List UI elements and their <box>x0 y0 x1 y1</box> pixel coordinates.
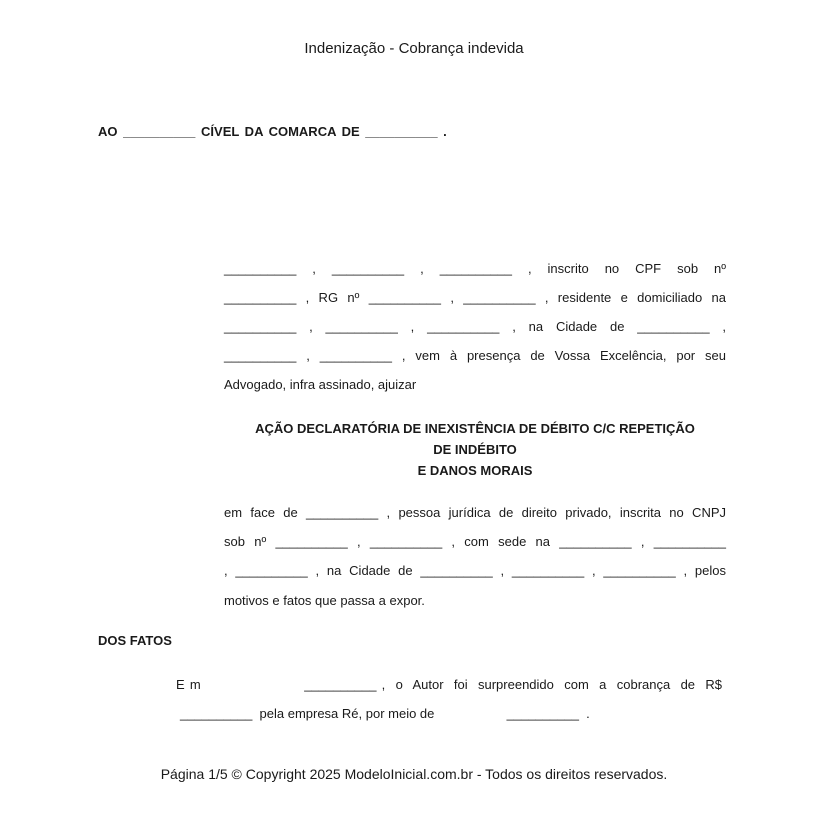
qualification-line-1: __________ , __________ , __________ , inscrito no CPF sob nº <box>224 261 726 276</box>
defendant-line-1: em face de __________ , pessoa jurídica de direito privado, inscrita no CNPJ <box>224 505 726 520</box>
section-heading-facts: DOS FATOS <box>98 633 172 648</box>
defendant-line-4: motivos e fatos que passa a expor. <box>224 593 425 608</box>
qualification-line-4: __________ , __________ , vem à presença de Vossa Excelência, por seu <box>224 348 726 363</box>
facts-line-2: __________ pela empresa Ré, por meio de __________ . <box>180 706 590 721</box>
facts-line-1: E m __________ , o Autor foi surpreendido com a cobrança de R$ <box>176 677 722 692</box>
defendant-line-2: sob nº __________ , __________ , com sede na __________ , __________ <box>224 534 726 549</box>
page-header-title: Indenização - Cobrança indevida <box>304 40 524 57</box>
action-title-line-2: DE INDÉBITO <box>433 442 517 457</box>
action-title-line-3: E DANOS MORAIS <box>417 463 533 478</box>
qualification-line-5: Advogado, infra assinado, ajuizar <box>224 377 417 392</box>
qualification-line-3: __________ , __________ , __________ , na Cidade de __________ , <box>224 319 726 334</box>
page-footer: Página 1/5 © Copyright 2025 ModeloInicial.com.br - Todos os direitos reservados. <box>160 766 668 782</box>
action-title <box>224 418 726 481</box>
qualification-line-2: __________ , RG nº __________ , __________ , residente e domiciliado na <box>224 290 726 305</box>
court-address-line: AO __________ CÍVEL DA COMARCA DE __________ . <box>98 124 447 139</box>
defendant-line-3: , __________ , na Cidade de __________ , __________ , __________ , pelos <box>224 563 726 578</box>
action-title-line-1: AÇÃO DECLARATÓRIA DE INEXISTÊNCIA DE DÉBITO C/C REPETIÇÃO <box>255 421 695 436</box>
